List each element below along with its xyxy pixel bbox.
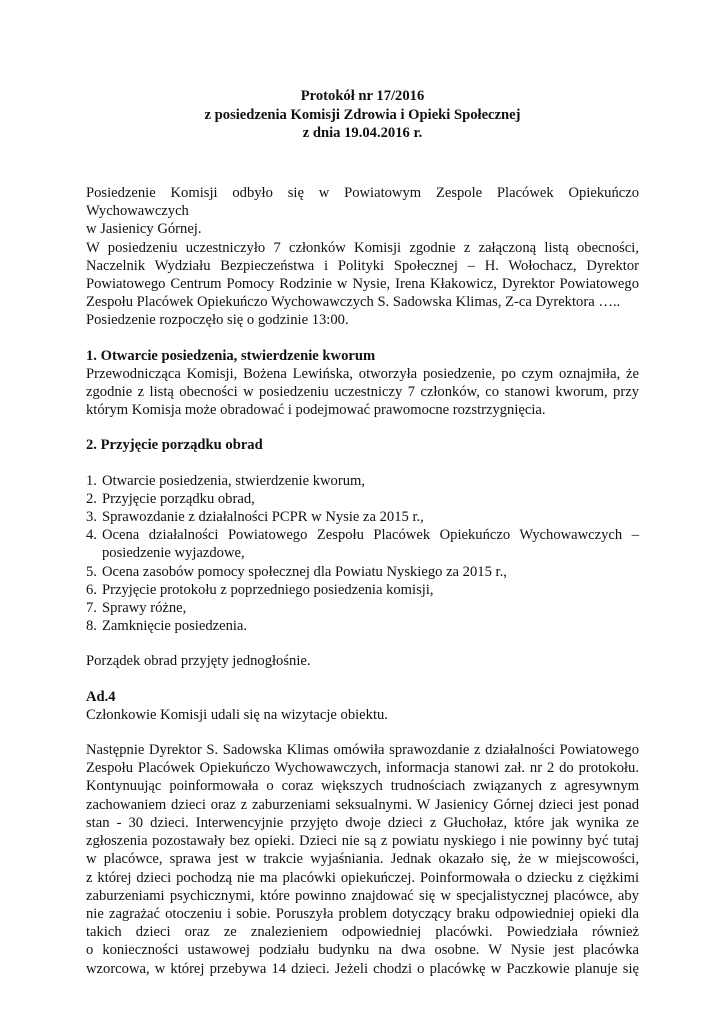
intro-line: W posiedzeniu uczestniczyło 7 członków Komisji zgodnie z załączoną listą obecności, (86, 239, 639, 256)
intro-paragraph (86, 184, 639, 330)
title-line-3: z dnia 19.04.2016 r. (302, 125, 423, 141)
intro-line: w Jasienicy Górnej. (86, 221, 202, 238)
agenda-item: 5. Ocena zasobów pomocy społecznej dla Powiatu Nyskiego za 2015 r., (86, 563, 507, 580)
ad4-line: Członkowie Komisji udali się na wizytacje obiektu. (86, 706, 388, 723)
ad4-paragraph-line: Zespołu Placówek Opiekuńczo Wychowawczych, informacja stanowi zał. nr 2 do protokołu. (86, 760, 639, 777)
agenda-accepted: Porządek obrad przyjęty jednogłośnie. (86, 653, 311, 670)
section-1-heading: 1. Otwarcie posiedzenia, stwierdzenie kworum (86, 347, 376, 364)
agenda-item: 8. Zamknięcie posiedzenia. (86, 618, 248, 635)
intro-line: Posiedzenie Komisji odbyło się w Powiatowym Zespole Placówek Opiekuńczo (86, 185, 639, 201)
intro-line: Posiedzenie rozpoczęło się o godzinie 13:00. (86, 312, 349, 329)
ad4-paragraph-line: Następnie Dyrektor S. Sadowska Klimas omówiła sprawozdanie z działalności Powiatowego (86, 742, 639, 759)
intro-line: Zespołu Placówek Opiekuńczo Wychowawczych S. Sadowska Klimas, Z-ca Dyrektora ….. (86, 294, 621, 311)
ad4-paragraph-line: zgłoszenia pozostawały bez opieki. Dzieci nie są z powiatu nyskiego i nie powinny być tutaj (86, 833, 639, 850)
ad4-paragraph-line: zachowaniem dzieci oraz z zaburzeniami seksualnymi. W Jasienicy Górnej dzieci jest ponad (86, 796, 639, 813)
ad4-paragraph-line: nie zagrażać otoczeniu i sobie. Poruszyła problem dotyczący braku odpowiedniej opieki dla (86, 905, 639, 922)
agenda-item: 1. Otwarcie posiedzenia, stwierdzenie kworum, (86, 472, 365, 489)
document-body (86, 184, 639, 978)
ad4-paragraph (86, 741, 639, 978)
section-2-heading: 2. Przyjęcie porządku obrad (86, 437, 263, 454)
intro-line: Wychowawczych (86, 203, 189, 220)
ad4-paragraph-line: takich dzieci oraz ze znalezieniem odpowiedniej placówki. Powiedziała również (86, 924, 639, 941)
ad4-paragraph-line: o konieczności ustawowej podziału budynku na dwa osobne. W Nysie jest placówka (86, 942, 639, 959)
document-title (0, 87, 725, 143)
agenda-item: 4. Ocena działalności Powiatowego Zespołu Placówek Opiekuńczo Wychowawczych – posiedzenie wyjazdowe, (86, 527, 639, 562)
title-line-2: z posiedzenia Komisji Zdrowia i Opieki Społecznej (204, 106, 521, 123)
intro-line: Powiatowego Centrum Pomocy Rodzinie w Nysie, Irena Kłakowicz, Dyrektor Powiatowego (86, 276, 639, 293)
ad4-paragraph-line: z której dzieci pochodzą nie ma placówki opiekuńczej. Poinformowała o dziecku z ciężkimi (86, 869, 639, 886)
ad4-paragraph-line: wzorcowa, w której przebywa 14 dzieci. Jeżeli chodzi o placówkę w Paczkowie planuje się (86, 960, 639, 977)
agenda-item: 7. Sprawy różne, (86, 600, 187, 617)
title-line-1: Protokół nr 17/2016 (300, 88, 425, 104)
agenda-item: 3. Sprawozdanie z działalności PCPR w Nysie za 2015 r., (86, 509, 424, 526)
ad4-paragraph-line: Kontynuując poinformowała o coraz większych trudnościach związanych z agresywnym (86, 778, 639, 795)
section-1-line: zgodnie z listą obecności w posiedzeniu uczestniczy 7 członków, co stanowi kworum, przy (86, 384, 639, 401)
agenda-item: 2. Przyjęcie porządku obrad, (86, 490, 255, 507)
section-1-line: Przewodnicząca Komisji, Bożena Lewińska, otworzyła posiedzenie, po czym oznajmiła, że (86, 365, 639, 382)
section-1-line: którym Komisja może obradować i podejmować prawomocne rozstrzygnięcia. (86, 402, 546, 419)
intro-line: Naczelnik Wydziału Bezpieczeństwa i Polityki Społecznej – H. Wołochacz, Dyrektor (86, 257, 639, 274)
ad4-heading: Ad.4 (86, 688, 116, 705)
agenda-item: 6. Przyjęcie protokołu z poprzedniego posiedzenia komisji, (86, 581, 434, 598)
ad4-paragraph-line: zaburzeniami psychicznymi, które powinno znajdować się w specjalistycznej placówce, aby (86, 887, 639, 904)
ad4-paragraph-line: w placówce, sprawa jest w trakcie wyjaśniania. Jednak okazało się, że w miejscowości, (86, 851, 639, 868)
agenda-list (86, 472, 639, 636)
ad4-paragraph-line: stan - 30 dzieci. Interwencyjnie przyjęto dwoje dzieci z Głuchołaz, które jak wynika ze (86, 814, 639, 831)
section-1-paragraph (86, 365, 639, 420)
